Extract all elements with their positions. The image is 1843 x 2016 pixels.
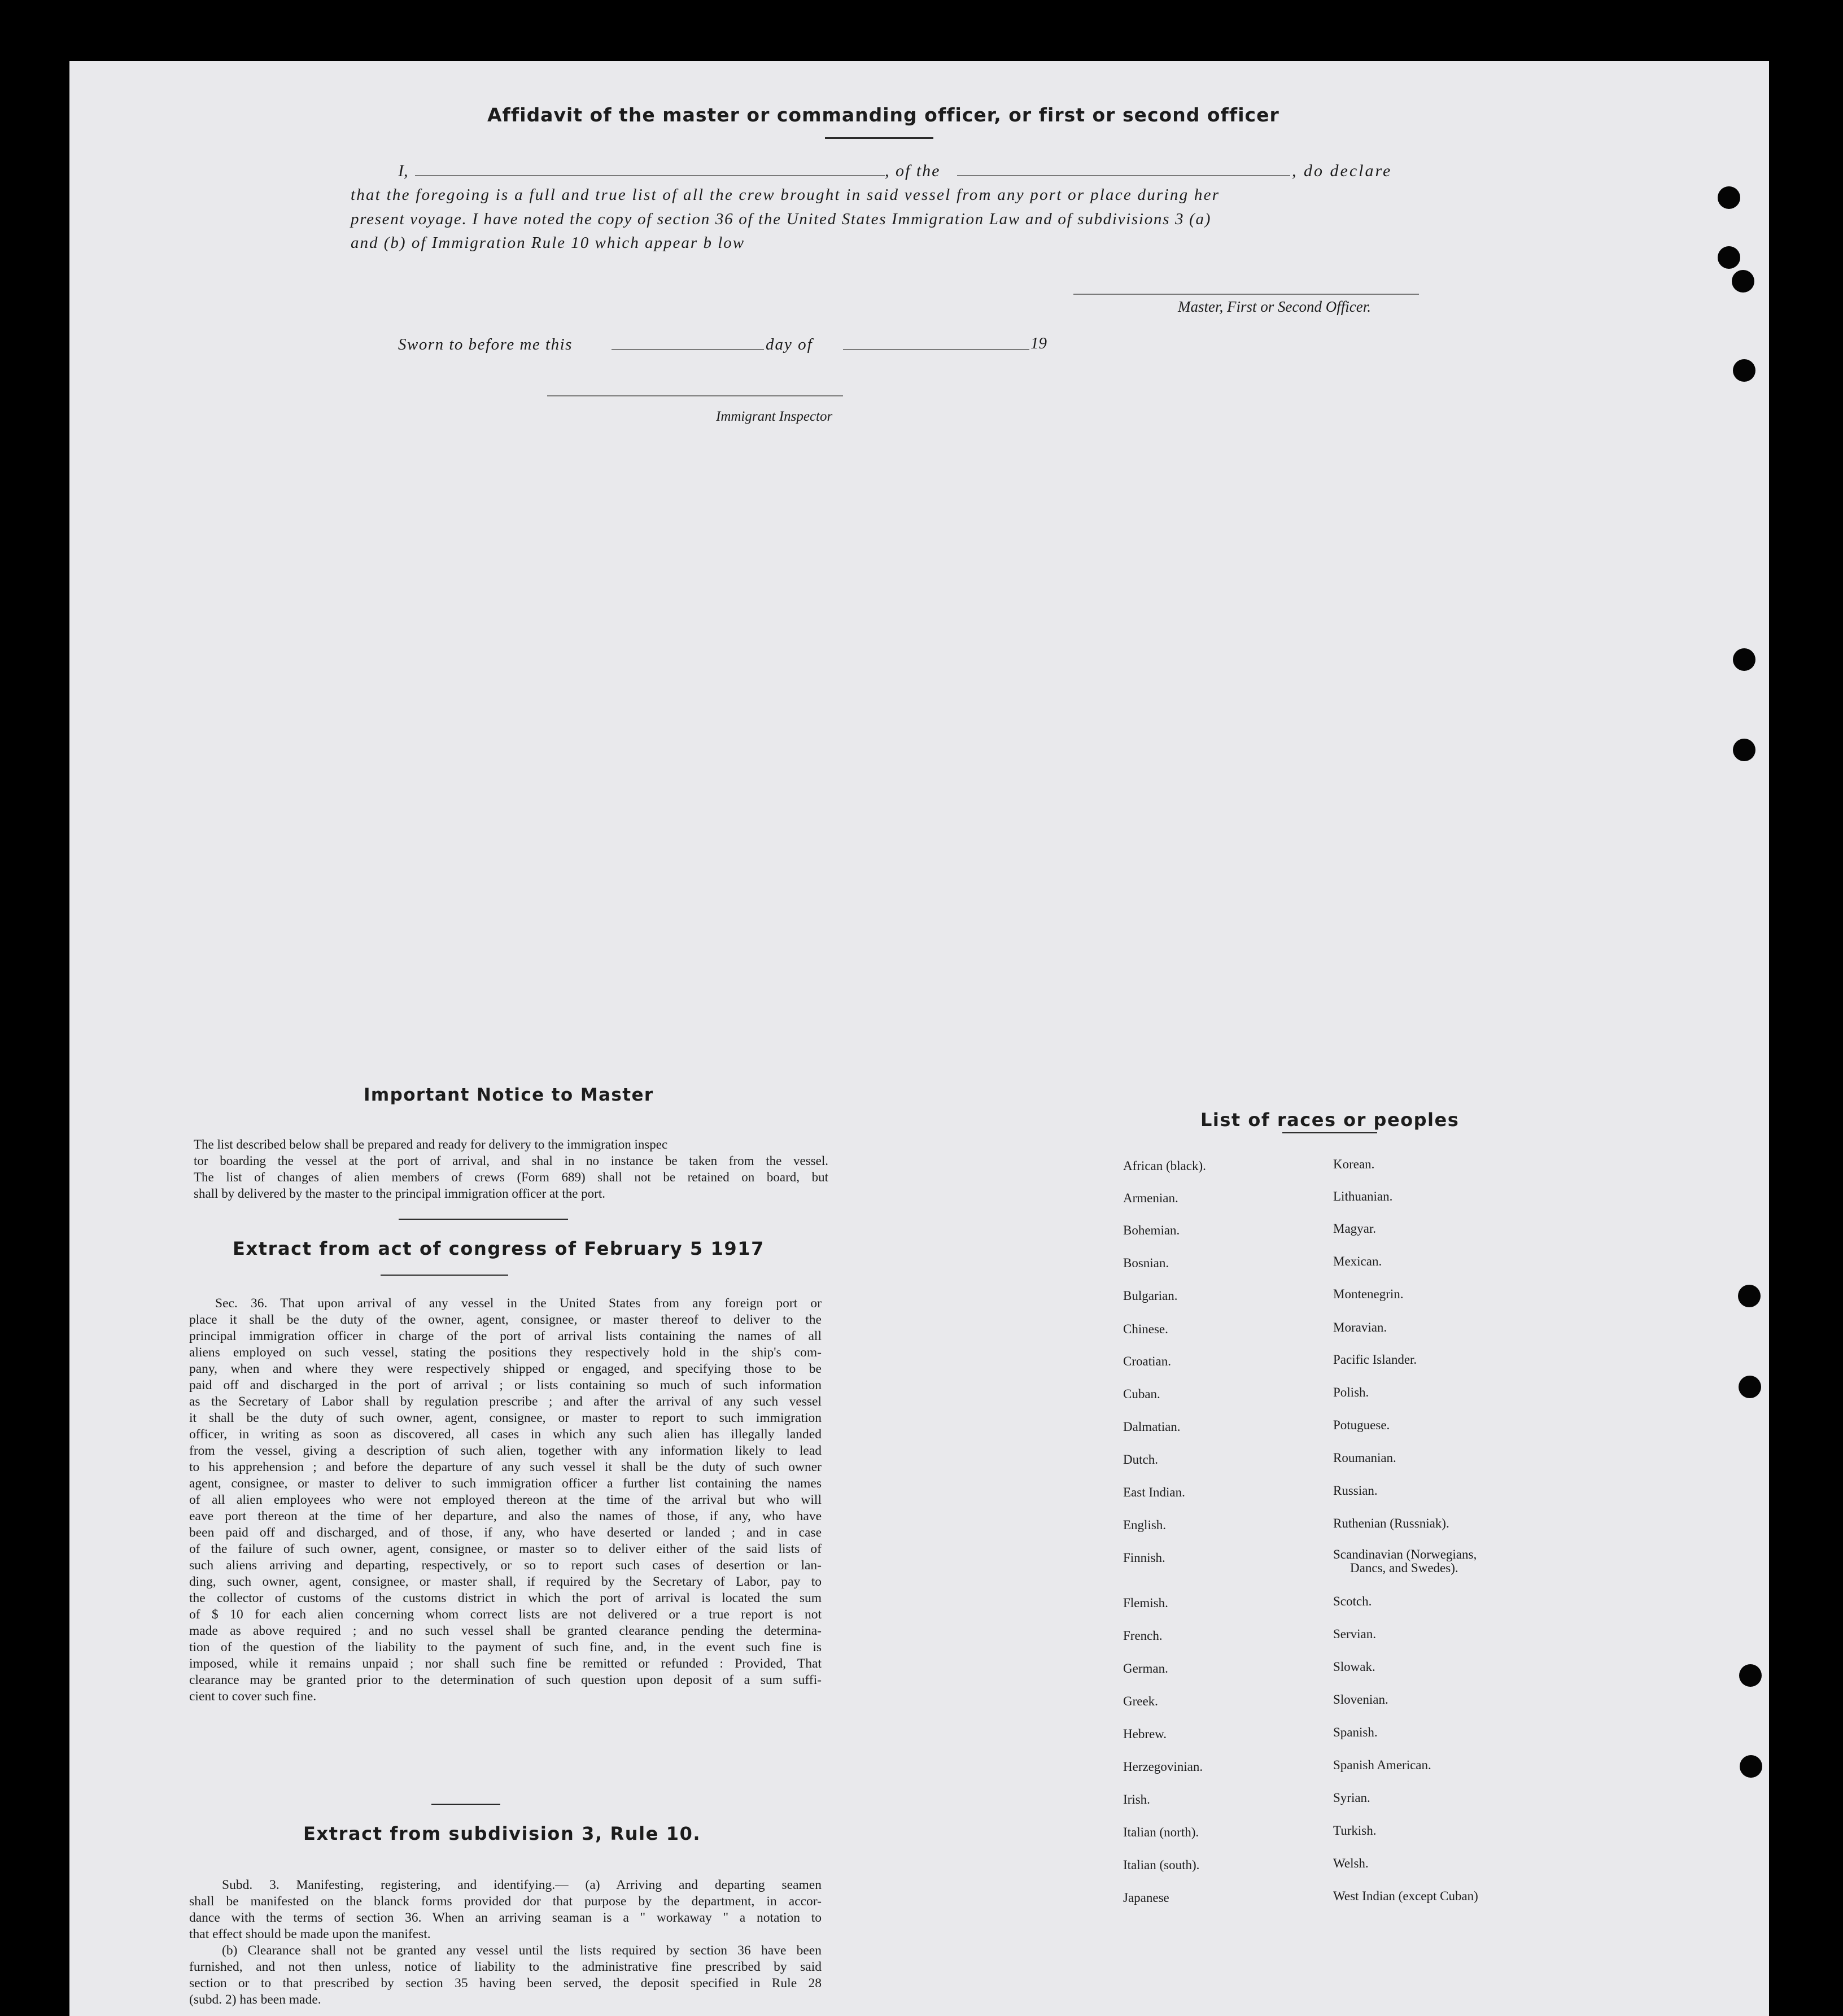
act-line: the collector of customs of the customs district in which the port of arrival is located the sum <box>189 1591 822 1605</box>
act-line: made as above required ; and no such vessel shall be granted clearance pending the determina- <box>189 1624 822 1638</box>
act-line: principal immigration officer in charge of the port of arrival lists containing the names of all <box>189 1329 822 1343</box>
race-item: English. <box>1123 1518 1167 1532</box>
races-heading: List of races or peoples <box>1200 1109 1460 1131</box>
race-item: French. <box>1123 1629 1163 1643</box>
punch-hole <box>1733 739 1755 761</box>
act-line: paid off and discharged in the port of arrival ; or lists containing so much of such information <box>189 1378 822 1393</box>
notice-line: The list described below shall be prepared and ready for delivery to the immigration inspec <box>194 1137 668 1151</box>
act-line: aliens employed on such vessel, stating the positions they respectively hold in the ship's com- <box>189 1345 822 1360</box>
affidavit-i-label: I, <box>398 162 408 180</box>
punch-hole <box>1718 186 1740 209</box>
extract-rule-heading: Extract from subdivision 3, Rule 10. <box>303 1823 701 1844</box>
race-item: Bulgarian. <box>1123 1289 1178 1303</box>
race-item: Italian (south). <box>1123 1858 1200 1872</box>
master-name-field[interactable] <box>415 175 885 176</box>
rule-line: section or to that prescribed by section 35 having been served, the deposit specified in Rule 28 <box>189 1976 822 1991</box>
act-line: imposed, while it remains unpaid ; nor shall such fine be remitted or refunded : Provided, That <box>189 1656 822 1671</box>
race-item: Chinese. <box>1123 1322 1168 1336</box>
act-line: to his apprehension ; and before the departure of any such vessel it shall be the duty of such owner <box>189 1460 822 1474</box>
rule-line: furnished, and not then unless, notice of liability to the administrative fine prescribed by said <box>189 1960 822 1974</box>
race-item: German. <box>1123 1661 1168 1675</box>
race-item: Dancs, and Swedes). <box>1350 1561 1458 1575</box>
race-item: African (black). <box>1123 1159 1206 1173</box>
race-item: Lithuanian. <box>1333 1189 1393 1203</box>
punch-hole <box>1733 359 1755 382</box>
race-item: Scotch. <box>1333 1594 1372 1608</box>
race-item: Magyar. <box>1333 1221 1377 1236</box>
punch-hole <box>1740 1755 1762 1778</box>
master-signature-label: Master, First or Second Officer. <box>1178 298 1371 315</box>
race-item: Cuban. <box>1123 1387 1160 1401</box>
vessel-name-field[interactable] <box>957 175 1290 176</box>
race-item: Welsh. <box>1333 1856 1369 1870</box>
act-line: place it shall be the duty of the owner, agent, consignee, or master thereof to deliver to the <box>189 1312 822 1327</box>
notice-line: The list of changes of alien members of crews (Form 689) shall not be retained on board, but <box>194 1170 828 1184</box>
race-item: Italian (north). <box>1123 1825 1199 1839</box>
race-item: Finnish. <box>1123 1551 1165 1565</box>
race-item: Flemish. <box>1123 1596 1168 1610</box>
extract-rule-text <box>189 1877 822 2008</box>
punch-hole <box>1738 1285 1761 1307</box>
race-item: Polish. <box>1333 1385 1369 1399</box>
inspector-signature-field[interactable] <box>547 395 843 396</box>
race-item: Servian. <box>1333 1627 1377 1641</box>
rule-line: (b) Clearance shall not be granted any vessel until the lists required by section 36 have been <box>222 1943 822 1958</box>
race-item: Turkish. <box>1333 1823 1377 1838</box>
race-item: Spanish. <box>1333 1725 1378 1739</box>
race-item: Greek. <box>1123 1694 1158 1708</box>
races-heading-rule <box>1282 1132 1377 1133</box>
rule-line: (subd. 2) has been made. <box>189 1992 321 2007</box>
race-item: Japanese <box>1123 1891 1169 1905</box>
act-line: of the failure of such owner, agent, consignee, or master so to deliver either of the said lists of <box>189 1542 822 1556</box>
rule-line: that effect should be made upon the manifest. <box>189 1927 431 1941</box>
sworn-day-of-label: day of <box>766 335 813 354</box>
race-item: Dalmatian. <box>1123 1420 1181 1434</box>
race-item: Hebrew. <box>1123 1727 1167 1741</box>
extract-act-end-rule <box>431 1804 500 1805</box>
act-line: such aliens arriving and departing, respectively, or so to report such cases of desertion or lan- <box>189 1558 822 1573</box>
affidavit-body-line-3: and (b) of Immigration Rule 10 which appear b low <box>351 234 745 252</box>
rule-line: shall be manifested on the blanck forms provided dor that purpose by the department, in accor- <box>189 1894 822 1909</box>
race-item: Roumanian. <box>1333 1451 1396 1465</box>
race-item: Irish. <box>1123 1792 1150 1806</box>
manifest-form-page <box>69 61 1769 2016</box>
act-line: as the Secretary of Labor shall by regulation prescribe ; and after the arrival of any such vessel <box>189 1394 822 1409</box>
act-line: officer, in writing as soon as discovered, all cases in which any such alien has illegally landed <box>189 1427 822 1442</box>
race-item: Potuguese. <box>1333 1418 1390 1432</box>
act-line: of all alien employees who were not employed thereon at the time of the arrival but who will <box>189 1493 822 1507</box>
sworn-day-field[interactable] <box>612 349 764 350</box>
race-item: Montenegrin. <box>1333 1287 1404 1301</box>
affidavit-body-line-2: present voyage. I have noted the copy of section 36 of the United States Immigration Law and of subdivisions 3 (a) <box>351 210 1212 228</box>
inspector-label: Immigrant Inspector <box>716 409 833 424</box>
punch-hole <box>1718 246 1740 269</box>
race-item: Russian. <box>1333 1483 1378 1498</box>
notice-divider <box>399 1219 568 1220</box>
race-item: Mexican. <box>1333 1254 1382 1268</box>
master-signature-field[interactable] <box>1073 294 1419 295</box>
race-item: Slovenian. <box>1333 1692 1388 1707</box>
race-item: Bosnian. <box>1123 1256 1169 1270</box>
act-line: of $ 10 for each alien concerning whom correct lists are not delivered or a true report is not <box>189 1607 822 1622</box>
extract-act-heading: Extract from act of congress of February 5 1917 <box>233 1238 765 1259</box>
race-item: Spanish American. <box>1333 1758 1431 1772</box>
race-item: Pacific Islander. <box>1333 1352 1417 1367</box>
notice-line: tor boarding the vessel at the port of arrival, and shal in no instance be taken from the vessel. <box>194 1154 828 1168</box>
race-item: Ruthenian (Russniak). <box>1333 1516 1449 1530</box>
act-line: agent, consignee, or master to deliver to such immigration officer a further list containing the names <box>189 1476 822 1491</box>
notice-text <box>194 1136 828 1202</box>
race-item: Croatian. <box>1123 1354 1171 1368</box>
race-item: Scandinavian (Norwegians, <box>1333 1547 1477 1561</box>
punch-hole <box>1739 1376 1761 1398</box>
extract-act-text <box>189 1295 822 1705</box>
sworn-month-field[interactable] <box>843 349 1029 350</box>
affidavit-heading-rule <box>825 137 933 139</box>
act-line: ding, such owner, agent, consignee, or master shall, if required by the Secretary of Labor, pay to <box>189 1574 822 1589</box>
punch-hole <box>1732 270 1754 293</box>
act-line: from the vessel, giving a description of such alien, together with any information likely to lead <box>189 1443 822 1458</box>
race-item: Dutch. <box>1123 1452 1158 1467</box>
act-line: been paid off and discharged, and of those, if any, who have deserted or landed ; and in case <box>189 1525 822 1540</box>
notice-heading: Important Notice to Master <box>364 1085 654 1105</box>
affidavit-heading: Affidavit of the master or commanding officer, or first or second officer <box>487 104 1279 126</box>
act-line: pany, when and where they were respectively shipped or engaged, and specifying those to be <box>189 1362 822 1376</box>
punch-hole <box>1733 648 1755 671</box>
rule-line: Subd. 3. Manifesting, registering, and identifying.— (a) Arriving and departing seamen <box>222 1878 822 1892</box>
race-item: Moravian. <box>1333 1320 1387 1334</box>
act-line: cient to cover such fine. <box>189 1689 317 1704</box>
race-item: Slowak. <box>1333 1660 1375 1674</box>
punch-hole <box>1739 1664 1762 1687</box>
race-item: Korean. <box>1333 1157 1375 1171</box>
rule-line: dance with the terms of section 36. When an arriving seaman is a " workaway " a notation to <box>189 1910 822 1925</box>
act-line: Sec. 36. That upon arrival of any vessel in the United States from any foreign port or <box>215 1296 822 1311</box>
race-item: Syrian. <box>1333 1791 1370 1805</box>
race-item: West Indian (except Cuban) <box>1333 1889 1478 1903</box>
act-line: eave port thereon at the time of her departure, and also the names of those, if any, who have <box>189 1509 822 1524</box>
sworn-year-label: 19 <box>1030 334 1047 352</box>
affidavit-body-line-1: that the foregoing is a full and true list of all the crew brought in said vessel from any port or place during her <box>351 186 1220 204</box>
affidavit-of-the-label: , of the <box>885 162 941 180</box>
affidavit-declare-label: , do declare <box>1292 162 1392 180</box>
race-item: East Indian. <box>1123 1485 1185 1499</box>
race-item: Bohemian. <box>1123 1223 1180 1237</box>
sworn-prefix-label: Sworn to before me this <box>398 335 573 354</box>
notice-line: shall by delivered by the master to the principal immigration officer at the port. <box>194 1186 605 1201</box>
race-item: Armenian. <box>1123 1191 1178 1205</box>
act-line: clearance may be granted prior to the determination of such question upon deposit of a sum suffi- <box>189 1673 822 1687</box>
act-line: tion of the question of the liability to the payment of such fine, and, in the event such fine is <box>189 1640 822 1655</box>
act-line: it shall be the duty of such owner, agent, consignee, or master to report to such immigration <box>189 1411 822 1425</box>
extract-act-rule <box>381 1275 508 1276</box>
race-item: Herzegovinian. <box>1123 1760 1203 1774</box>
